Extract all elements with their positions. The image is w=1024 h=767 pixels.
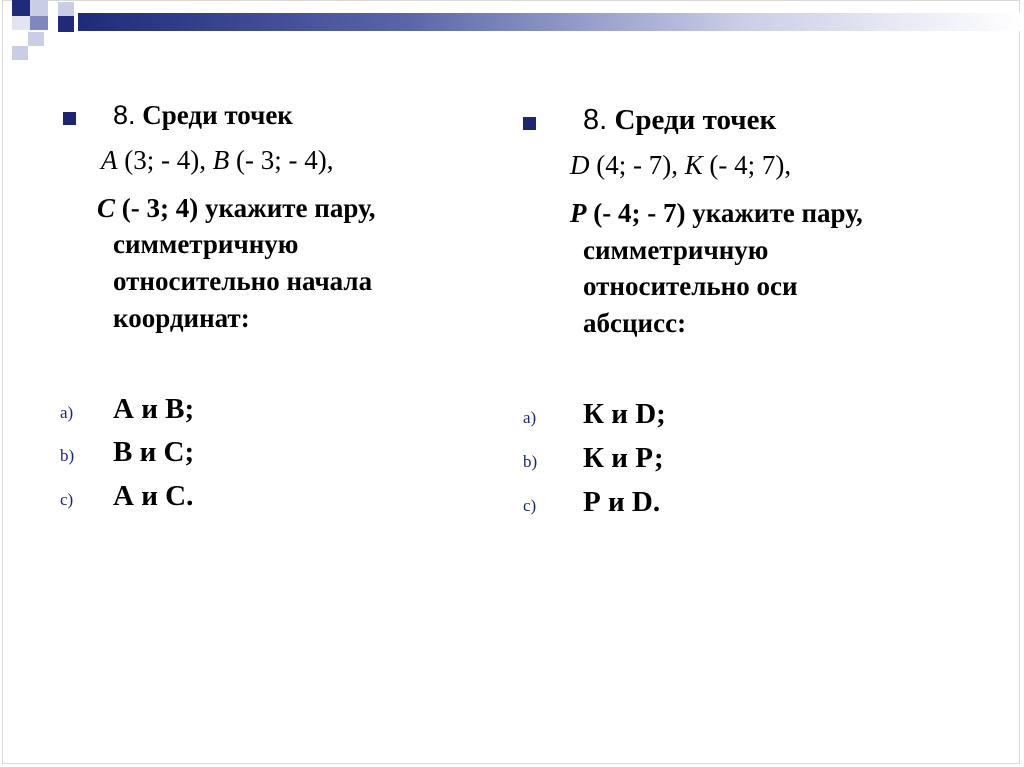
point-coords: (- 3; - 4), xyxy=(229,145,334,175)
point-name: D xyxy=(570,150,590,180)
decor-square xyxy=(12,16,30,30)
decor-square xyxy=(12,0,30,16)
question-text: абсцисс: xyxy=(583,308,687,338)
option-text: К и D; xyxy=(583,398,666,430)
question-text: координат: xyxy=(113,303,250,333)
point-name: К xyxy=(684,150,703,180)
header-gradient-bar xyxy=(78,13,1022,31)
decor-square xyxy=(28,32,44,46)
question-text: симметричную xyxy=(583,235,769,265)
point-coords: (- 4; 7), xyxy=(702,150,792,180)
option-label: c) xyxy=(523,496,537,515)
option-text: А и С. xyxy=(113,480,194,512)
question-text: симметричную xyxy=(113,229,299,259)
question-title xyxy=(583,104,776,137)
option-text: А и В; xyxy=(113,393,195,425)
square-bullet-icon xyxy=(523,117,536,130)
question-number: 8. xyxy=(583,104,608,136)
points-line xyxy=(570,198,863,229)
decor-square xyxy=(12,46,28,60)
option-label: a) xyxy=(60,403,74,422)
option-label: a) xyxy=(523,408,537,427)
question-text: относительно оси xyxy=(583,271,798,301)
option-label: b) xyxy=(523,452,538,471)
point-name: C xyxy=(97,193,116,223)
decor-square xyxy=(30,16,48,30)
decor-square xyxy=(30,0,48,16)
option-text: Р и D. xyxy=(583,486,661,518)
question-text: (- 3; 4) укажите пару, xyxy=(115,193,376,223)
question-text: относительно начала xyxy=(113,266,373,296)
option-text: В и С; xyxy=(113,436,195,468)
point-name: A xyxy=(101,145,118,175)
decor-square xyxy=(58,16,74,32)
question-intro: Среди точек xyxy=(142,100,293,130)
point-coords: (3; - 4), xyxy=(117,145,213,175)
square-bullet-icon xyxy=(63,112,76,125)
point-coords: (4; - 7), xyxy=(589,150,685,180)
points-line xyxy=(570,150,791,181)
points-line xyxy=(101,145,333,176)
question-title xyxy=(113,100,293,131)
option-label: c) xyxy=(60,490,74,509)
decor-square xyxy=(58,2,74,16)
question-intro: Среди точек xyxy=(614,104,777,136)
option-text: К и Р; xyxy=(583,442,664,474)
points-line xyxy=(97,193,376,224)
point-name: B xyxy=(212,145,230,175)
point-name: P xyxy=(570,198,587,228)
option-label: b) xyxy=(60,446,75,465)
question-number: 8. xyxy=(113,100,136,130)
question-text: (- 4; - 7) укажите пару, xyxy=(586,198,863,228)
